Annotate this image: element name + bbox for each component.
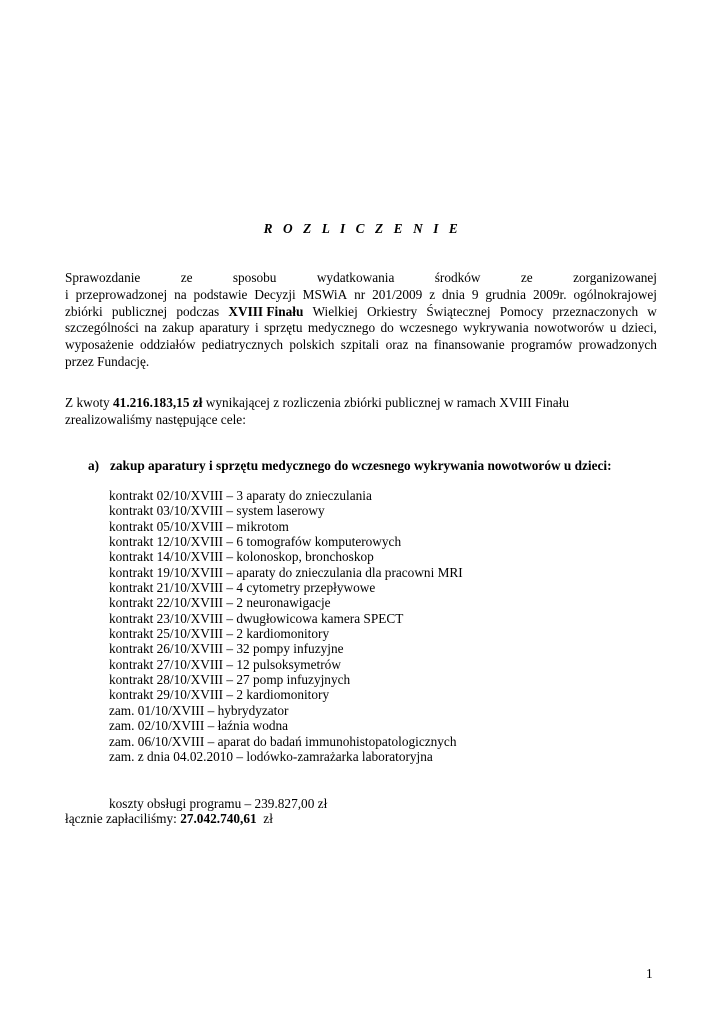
intro-line-2 xyxy=(65,287,657,304)
intro-line-5-word: oraz xyxy=(385,337,409,353)
intro-line-1-word: Sprawozdanie xyxy=(65,270,141,285)
intro-line-2-word: ogólnokrajowej xyxy=(573,286,657,302)
intro-line-2-word: z xyxy=(429,286,436,302)
total-suffix: zł xyxy=(256,811,273,826)
intro-line-3-word: Wielkiej xyxy=(312,303,358,319)
intro-line-4-word: dzieci, xyxy=(621,320,657,336)
intro-line-4-word: sprzętu xyxy=(264,320,303,336)
section-a-marker: a) xyxy=(88,458,100,473)
page-number: 1 xyxy=(646,966,653,981)
total-amount: 27.042.740,61 xyxy=(180,811,257,826)
intro-line-3-word: przeznaczonych xyxy=(552,303,639,319)
purchase-list xyxy=(109,488,463,764)
intro-line-5 xyxy=(65,337,657,354)
intro-line-5-word: na xyxy=(414,337,428,353)
intro-line-3-word: publicznej xyxy=(111,303,168,319)
intro-line-2-word: 201/2009 xyxy=(372,286,423,302)
intro-line-1-word: środków xyxy=(434,270,481,285)
intro-line-3 xyxy=(65,304,657,321)
intro-line-3-word: zbiórki xyxy=(65,303,103,319)
intro-line-3-word: podczas xyxy=(176,303,220,319)
intro-line-3-word: Orkiestry xyxy=(366,303,418,319)
intro-line-3-word: w xyxy=(647,303,657,319)
purchase-item: kontrakt 23/10/XVIII – dwugłowicowa kamera SPECT xyxy=(109,610,404,626)
summary-suffix: wynikającej z rozliczenia zbiórki publicznej w ramach XVIII Finału xyxy=(202,395,570,410)
summary-line-1 xyxy=(65,394,665,411)
intro-line-4-word: aparatury xyxy=(199,320,250,336)
purchase-item: kontrakt 05/10/XVIII – mikrotom xyxy=(109,518,289,534)
purchase-item: kontrakt 22/10/XVIII – 2 neuronawigacje xyxy=(109,595,331,611)
purchase-item: kontrakt 03/10/XVIII – system laserowy xyxy=(109,503,325,519)
section-a-title: zakup aparatury i sprzętu medycznego do wczesnego wykrywania nowotworów u dzieci: xyxy=(110,458,612,473)
intro-line-4 xyxy=(65,320,657,337)
purchase-item: zam. z dnia 04.02.2010 – lodówko-zamrażarka laboratoryjna xyxy=(109,748,433,764)
intro-line-5-word: prowadzonych xyxy=(578,337,657,353)
intro-line-1-word: zorganizowanej xyxy=(573,270,657,285)
summary-paragraph xyxy=(65,394,665,428)
intro-line-2-word: 9 xyxy=(471,286,479,302)
intro-line-5-word: pediatrycznych xyxy=(201,337,284,353)
intro-line-5-word: wyposażenie xyxy=(65,337,134,353)
intro-line-2-word: grudnia xyxy=(485,286,527,302)
intro-line-2-word: na xyxy=(174,286,187,302)
purchase-item: kontrakt 21/10/XVIII – 4 cytometry przepływowe xyxy=(109,580,376,596)
intro-line-2-word: dnia xyxy=(442,286,465,302)
intro-line-5-word: oddziałów xyxy=(140,337,196,353)
total-paid xyxy=(65,811,273,827)
summary-line-2: zrealizowaliśmy następujące cele: xyxy=(65,412,246,427)
purchase-item: kontrakt 29/10/XVIII – 2 kardiomonitory xyxy=(109,687,330,703)
document-title: R O Z L I C Z E N I E xyxy=(263,221,462,236)
intro-line-2-word: nr xyxy=(354,286,366,302)
intro-line-4-word: i xyxy=(254,320,259,336)
purchase-item: zam. 06/10/XVIII – aparat do badań immunohistopatologicznych xyxy=(109,733,457,749)
intro-line-1-word: sposobu xyxy=(232,270,277,285)
intro-line-4-word: wczesnego xyxy=(399,320,458,336)
purchase-item: kontrakt 12/10/XVIII – 6 tomografów komputerowych xyxy=(109,534,402,550)
purchase-item: kontrakt 26/10/XVIII – 32 pompy infuzyjne xyxy=(109,641,344,657)
intro-line-4-word: zakup xyxy=(162,320,194,336)
intro-line-4-word: nowotworów xyxy=(534,320,605,336)
program-costs: koszty obsługi programu – 239.827,00 zł xyxy=(109,796,328,811)
intro-line-3-word: Pomocy xyxy=(499,303,544,319)
intro-line-5-word: szpitali xyxy=(340,337,380,353)
purchase-item: kontrakt 25/10/XVIII – 2 kardiomonitory xyxy=(109,626,330,642)
intro-line-1-word: wydatkowania xyxy=(316,270,395,285)
intro-line-1 xyxy=(65,270,657,287)
purchase-item: zam. 02/10/XVIII – łaźnia wodna xyxy=(109,718,289,734)
intro-line-6: przez Fundację. xyxy=(65,353,150,369)
intro-line-2-word: podstawie xyxy=(193,286,248,302)
purchase-item: kontrakt 02/10/XVIII – 3 aparaty do znieczulania xyxy=(109,488,372,503)
intro-line-4-word: szczególności xyxy=(65,320,139,336)
intro-line-5-word: programów xyxy=(511,337,573,353)
final-edition-bold: XVIII Finału xyxy=(228,303,304,319)
intro-line-1-word: ze xyxy=(520,270,533,285)
intro-line-2-word: MSWiA xyxy=(302,286,348,302)
intro-line-4-word: medycznego xyxy=(307,320,376,336)
purchase-item: kontrakt 19/10/XVIII – aparaty do znieczulania dla pracowni MRI xyxy=(109,564,463,580)
summary-prefix: Z kwoty xyxy=(65,395,114,410)
intro-line-2-word: przeprowadzonej xyxy=(75,286,168,302)
intro-line-2-word: 2009r. xyxy=(532,286,567,302)
purchase-item: zam. 01/10/XVIII – hybrydyzator xyxy=(109,702,289,718)
intro-line-4-word: u xyxy=(609,320,617,336)
intro-line-1-word: ze xyxy=(180,270,193,285)
section-a-heading xyxy=(88,458,612,474)
intro-line-5-word: polskich xyxy=(289,337,335,353)
intro-line-2-word: Decyzji xyxy=(254,286,296,302)
intro-line-3-word: Świątecznej xyxy=(426,303,491,319)
total-prefix: łącznie zapłaciliśmy: xyxy=(65,811,181,826)
purchase-item: kontrakt 27/10/XVIII – 12 pulsoksymetrów xyxy=(109,656,341,672)
intro-line-5-word: finansowanie xyxy=(433,337,505,353)
purchase-item: kontrakt 14/10/XVIII – kolonoskop, bronchoskop xyxy=(109,549,374,565)
intro-line-4-word: na xyxy=(144,320,157,336)
summary-amount: 41.216.183,15 zł xyxy=(113,395,203,410)
intro-line-4-word: do xyxy=(380,320,394,336)
intro-line-2-word: i xyxy=(65,286,69,302)
purchase-item: kontrakt 28/10/XVIII – 27 pomp infuzyjnych xyxy=(109,672,351,688)
intro-paragraph xyxy=(65,270,657,371)
intro-line-4-word: wykrywania xyxy=(462,320,529,336)
